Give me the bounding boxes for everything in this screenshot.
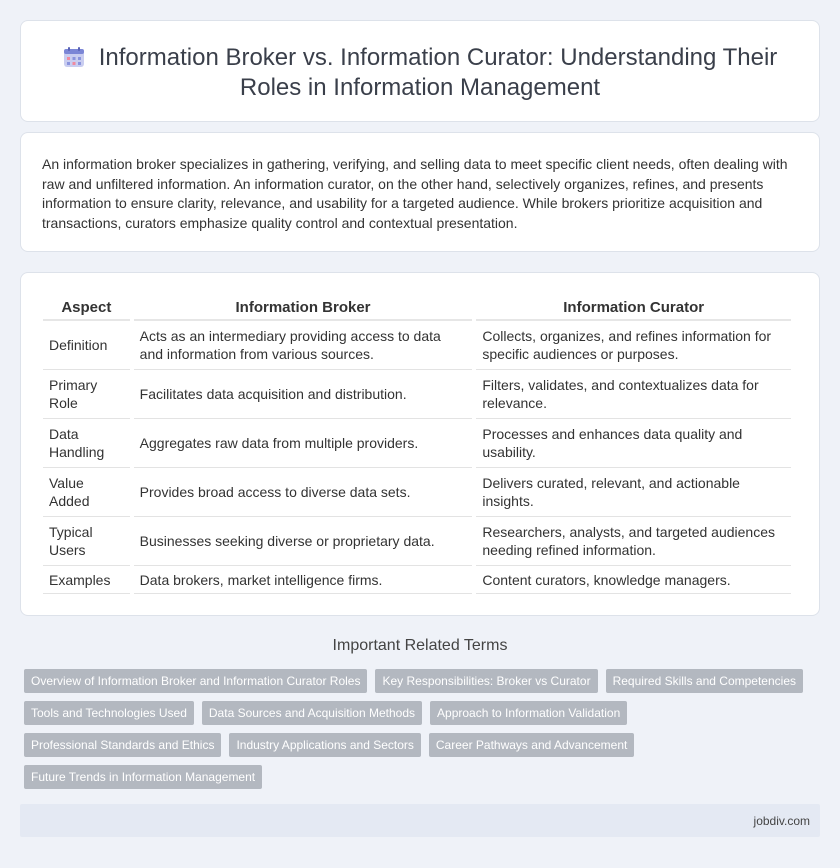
table-row <box>43 517 791 566</box>
related-tag[interactable]: Required Skills and Competencies <box>606 669 803 693</box>
comparison-table <box>39 295 795 594</box>
table-row <box>43 419 791 468</box>
row-aspect: Data Handling <box>43 419 130 468</box>
row-aspect: Primary Role <box>43 370 130 419</box>
row-broker: Data brokers, market intelligence firms. <box>134 566 473 594</box>
title-wrap <box>21 43 819 103</box>
related-tag[interactable]: Career Pathways and Advancement <box>429 733 634 757</box>
row-aspect: Typical Users <box>43 517 130 566</box>
related-tag[interactable]: Professional Standards and Ethics <box>24 733 221 757</box>
row-broker: Facilitates data acquisition and distribution. <box>134 370 473 419</box>
related-tag[interactable]: Data Sources and Acquisition Methods <box>202 701 422 725</box>
related-tag[interactable]: Tools and Technologies Used <box>24 701 194 725</box>
row-curator: Content curators, knowledge managers. <box>476 566 791 594</box>
row-curator: Delivers curated, relevant, and actionable insights. <box>476 468 791 517</box>
header-broker: Information Broker <box>134 295 473 321</box>
related-tag[interactable]: Future Trends in Information Management <box>24 765 262 789</box>
row-broker: Businesses seeking diverse or proprietary data. <box>134 517 473 566</box>
table-row <box>43 468 791 517</box>
row-curator: Filters, validates, and contextualizes data for relevance. <box>476 370 791 419</box>
row-curator: Processes and enhances data quality and usability. <box>476 419 791 468</box>
tag-row <box>24 733 814 757</box>
page-title-text: Information Broker vs. Information Curator: Understanding Their Roles in Information Management <box>98 44 778 101</box>
title-card <box>20 20 820 122</box>
related-tag[interactable]: Industry Applications and Sectors <box>229 733 420 757</box>
row-aspect: Examples <box>43 566 130 594</box>
related-tag[interactable]: Overview of Information Broker and Information Curator Roles <box>24 669 367 693</box>
intro-card <box>20 132 820 252</box>
row-broker: Acts as an intermediary providing access to data and information from various sources. <box>134 321 473 370</box>
header-aspect: Aspect <box>43 295 130 321</box>
intro-paragraph: An information broker specializes in gathering, verifying, and selling data to meet specific client needs, often dealing with raw and unfiltered information. An information curator, on the other hand, selectively organizes, refines, and presents information to ensure clarity, relevance, and usability for a targeted audience. While brokers prioritize acquisition and transactions, curators emphasize quality control and contextual presentation. <box>42 156 788 231</box>
comparison-card <box>20 272 820 616</box>
row-curator: Researchers, analysts, and targeted audiences needing refined information. <box>476 517 791 566</box>
table-row <box>43 566 791 594</box>
related-terms-heading: Important Related Terms <box>332 637 508 654</box>
calendar-icon <box>63 46 85 68</box>
page-title <box>63 44 778 101</box>
footer-site[interactable]: jobdiv.com <box>753 814 810 828</box>
related-tag[interactable]: Key Responsibilities: Broker vs Curator <box>375 669 597 693</box>
footer <box>20 804 820 837</box>
table-header-row <box>43 295 791 321</box>
row-aspect: Value Added <box>43 468 130 517</box>
row-broker: Provides broad access to diverse data sets. <box>134 468 473 517</box>
row-aspect: Definition <box>43 321 130 370</box>
table-row <box>43 321 791 370</box>
related-tag[interactable]: Approach to Information Validation <box>430 701 627 725</box>
tag-row <box>24 765 814 789</box>
tag-row <box>24 669 814 693</box>
tag-row <box>24 701 814 725</box>
header-curator: Information Curator <box>476 295 791 321</box>
related-tags <box>24 669 814 797</box>
row-broker: Aggregates raw data from multiple providers. <box>134 419 473 468</box>
table-row <box>43 370 791 419</box>
row-curator: Collects, organizes, and refines information for specific audiences or purposes. <box>476 321 791 370</box>
